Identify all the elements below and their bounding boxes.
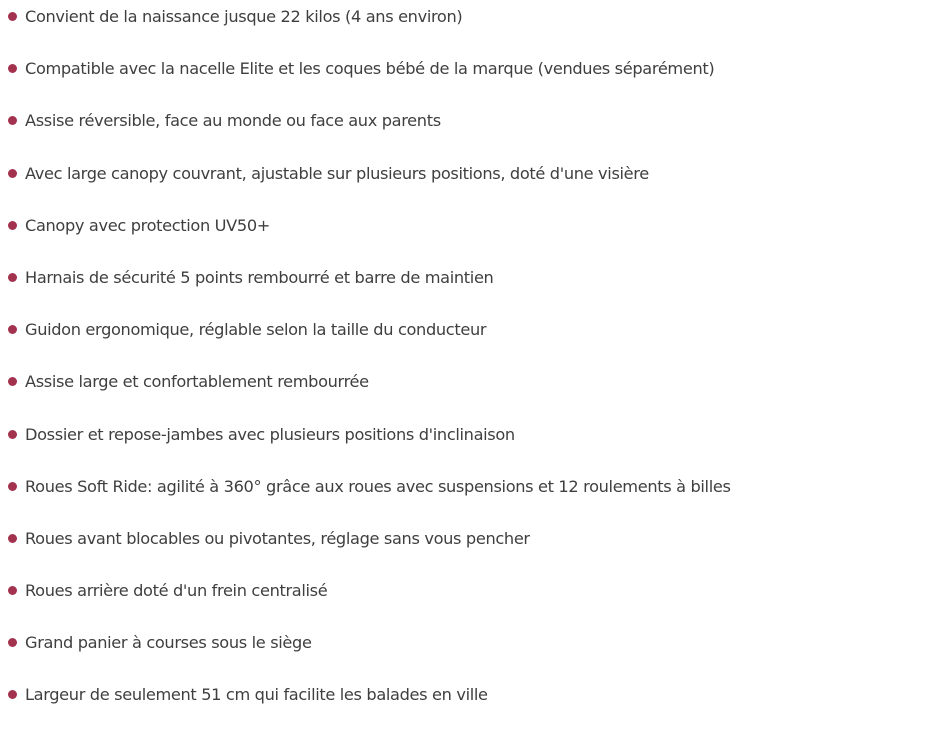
feature-text: Roues arrière doté d'un frein centralisé (25, 581, 328, 601)
list-item (8, 57, 948, 109)
list-item (8, 5, 948, 57)
list-item (8, 579, 948, 631)
bullet-icon (8, 430, 17, 439)
bullet-icon (8, 116, 17, 125)
list-item (8, 370, 948, 422)
bullet-icon (8, 221, 17, 230)
list-item (8, 423, 948, 475)
feature-text: Guidon ergonomique, réglable selon la taille du conducteur (25, 320, 487, 340)
list-item (8, 266, 948, 318)
feature-text: Grand panier à courses sous le siège (25, 633, 312, 653)
feature-text: Canopy avec protection UV50+ (25, 215, 271, 235)
list-item (8, 683, 948, 735)
list-item (8, 475, 948, 527)
list-item (8, 214, 948, 266)
feature-text: Assise réversible, face au monde ou face aux parents (25, 111, 441, 131)
feature-text: Harnais de sécurité 5 points rembourré et barre de maintien (25, 267, 494, 287)
feature-list (8, 5, 948, 736)
feature-text: Roues avant blocables ou pivotantes, réglage sans vous pencher (25, 528, 530, 548)
list-item (8, 162, 948, 214)
bullet-icon (8, 638, 17, 647)
feature-text: Convient de la naissance jusque 22 kilos (4 ans environ) (25, 7, 463, 26)
bullet-icon (8, 169, 17, 178)
bullet-icon (8, 690, 17, 699)
bullet-icon (8, 64, 17, 73)
feature-text: Roues Soft Ride: agilité à 360° grâce aux roues avec suspensions et 12 roulements à billes (25, 476, 731, 496)
feature-text: Largeur de seulement 51 cm qui facilite les balades en ville (25, 685, 488, 705)
bullet-icon (8, 325, 17, 334)
list-item (8, 631, 948, 683)
feature-text: Avec large canopy couvrant, ajustable sur plusieurs positions, doté d'une visière (25, 163, 649, 183)
feature-text: Compatible avec la nacelle Elite et les coques bébé de la marque (vendues séparément) (25, 59, 715, 79)
bullet-icon (8, 482, 17, 491)
feature-text: Assise large et confortablement rembourrée (25, 372, 369, 392)
bullet-icon (8, 534, 17, 543)
list-item (8, 527, 948, 579)
list-item (8, 109, 948, 161)
bullet-icon (8, 377, 17, 386)
bullet-icon (8, 12, 17, 21)
feature-text: Dossier et repose-jambes avec plusieurs positions d'inclinaison (25, 424, 515, 444)
list-item (8, 318, 948, 370)
bullet-icon (8, 273, 17, 282)
bullet-icon (8, 586, 17, 595)
